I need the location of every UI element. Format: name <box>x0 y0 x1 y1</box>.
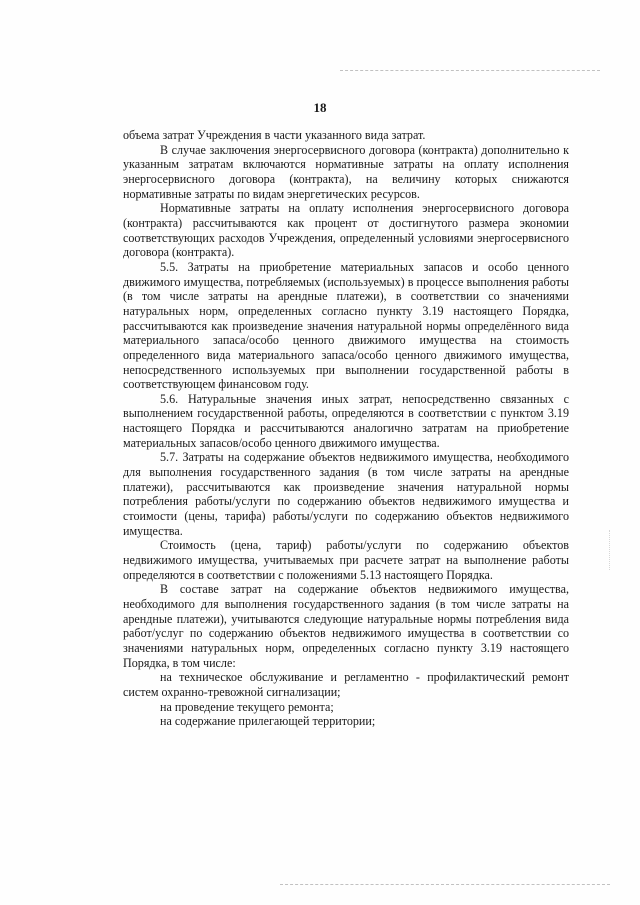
page-number: 18 <box>313 100 327 115</box>
scan-artifact-line <box>340 70 600 71</box>
paragraph: объема затрат Учреждения в части указанного вида затрат. <box>123 128 426 142</box>
paragraph: Нормативные затраты на оплату исполнения энергосервисного договора (контракта) рассчитываются как процент от достигнутого размера экономии соответствующих расходов Учреждения, определенный условиями энергосервисного договора (контракта). <box>123 201 569 260</box>
scan-artifact-line <box>280 884 610 885</box>
list-item: на техническое обслуживание и регламентно - профилактический ремонт систем охранно-тревожной сигнализации; <box>123 670 569 699</box>
list-item: на содержание прилегающей территории; <box>160 714 376 729</box>
list-item: на проведение текущего ремонта; <box>160 699 334 714</box>
paragraph: 5.7. Затраты на содержание объектов недвижимого имущества, необходимого для выполнения государственного задания (в том числе затраты на арендные платежи), рассчитываются как произведение значения натуральной нормы потребления работы/услуги по содержанию объектов недвижимого имущества и стоимости (цены, тарифа) работы/услуги по содержанию объектов недвижимого имущества. <box>123 450 569 538</box>
document-body <box>123 128 569 729</box>
paragraph: В составе затрат на содержание объектов недвижимого имущества, необходимого для выполнения государственного задания (в том числе затраты на арендные платежи), учитываются следующие натуральные нормы потребления вида работ/услуг по содержанию объектов недвижимого имущества в соответствии со значениями натуральных норм, определенных согласно пункту 3.19 настоящего Порядка, в том числе: <box>123 582 569 670</box>
scan-margin-mark <box>609 530 614 570</box>
paragraph: Стоимость (цена, тариф) работы/услуги по содержанию объектов недвижимого имущества, учитываемых при расчете затрат на выполнение работы определяются в соответствии с положениями 5.13 настоящего Порядка. <box>123 538 569 582</box>
paragraph: В случае заключения энергосервисного договора (контракта) дополнительно к указанным затратам включаются нормативные затраты на оплату исполнения энергосервисного договора (контракта), на величину которых снижаются нормативные затраты по видам энергетических ресурсов. <box>123 142 569 201</box>
paragraph: 5.6. Натуральные значения иных затрат, непосредственно связанных с выполнением государственной работы, определяются в соответствии с пунктом 3.19 настоящего Порядка и рассчитываются аналогично затратам на приобретение материальных запасов/особо ценного движимого имущества. <box>123 391 569 450</box>
paragraph: 5.5. Затраты на приобретение материальных запасов и особо ценного движимого имущества, потребляемых (используемых) в процессе выполнения работы (в том числе затраты на арендные платежи), в соответствии со значениями натуральных норм, определенных согласно пункту 3.19 настоящего Порядка, рассчитываются как произведение значения натуральной нормы определённого вида материального запаса/особо ценного движимого имущества на стоимость определенного вида материального запаса/особо ценного движимого имущества, непосредственного используемых при выполнении государственной работы в соответствующем финансовом году. <box>123 259 569 392</box>
